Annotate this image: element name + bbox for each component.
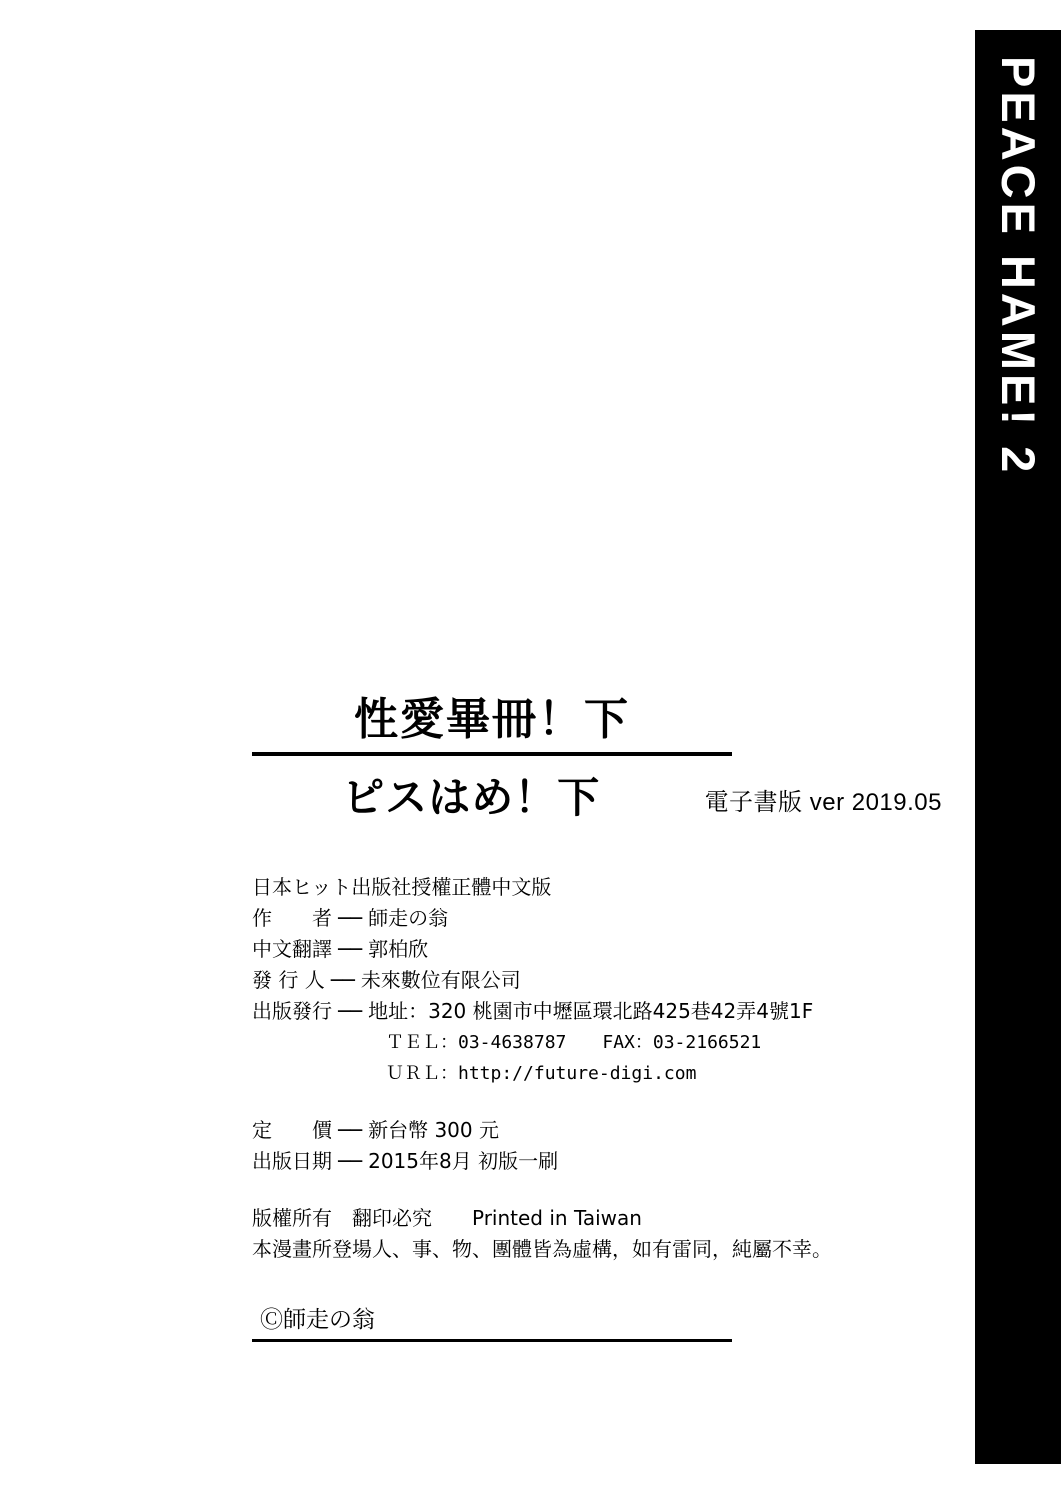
dash-date: ── [338, 1149, 363, 1173]
colophon-block [252, 690, 942, 1342]
credit-label-author: 作 者 [252, 906, 332, 930]
credit-value-publisher-person: 未來數位有限公司 [360, 968, 521, 992]
footer-divider [252, 1339, 732, 1342]
price-label: 定 價 [252, 1118, 332, 1142]
credit-label-translator: 中文翻譯 [252, 937, 332, 961]
title-divider [252, 752, 732, 756]
copyright-footer [252, 1305, 732, 1342]
pub-date-label: 出版日期 [252, 1149, 332, 1173]
credit-row-publisher-person [252, 965, 942, 996]
title-chinese: 性愛畢冊！下 [354, 694, 630, 745]
dash-0: ── [338, 906, 363, 930]
credit-value-translator: 郭柏欣 [368, 937, 429, 961]
rights-group [252, 1203, 942, 1265]
pub-date-row [252, 1146, 942, 1177]
spine-bar [975, 30, 1061, 1464]
copyright-sign: Ⓒ師走の翁 [260, 1307, 375, 1333]
price-row [252, 1115, 942, 1146]
contact-url: ＵＲＬ：http://future-digi.com [386, 1063, 697, 1084]
dash-2: ── [330, 968, 355, 992]
title-jp-row [252, 774, 942, 822]
credit-row-translator [252, 934, 942, 965]
credit-value-address: 地址：320 桃園市中壢區環北路425巷42弄4號1F [368, 999, 814, 1023]
credit-row-author [252, 903, 942, 934]
rights-statement: 版權所有 翻印必究 Printed in Taiwan [252, 1206, 642, 1230]
credit-value-author: 師走の翁 [368, 906, 449, 930]
title-japanese: ピスはめ！下 [342, 773, 601, 822]
dash-price: ── [338, 1118, 363, 1142]
price-value: 新台幣 300 元 [368, 1118, 499, 1142]
license-note: 日本ヒット出版社授權正體中文版 [252, 875, 552, 899]
credit-label-publisher-person: 發 行 人 [252, 968, 325, 992]
colophon-details [252, 872, 942, 1265]
spine-title: PEACE HAME! 2 [992, 56, 1045, 477]
credit-row-address [252, 996, 942, 1027]
dash-1: ── [338, 937, 363, 961]
credit-label-address: 出版發行 [252, 999, 332, 1023]
fiction-disclaimer: 本漫畫所登場人、事、物、團體皆為虛構，如有雷同，純屬不幸。 [252, 1237, 832, 1261]
dash-3: ── [338, 999, 363, 1023]
ebook-version-label: 電子書版 ver 2019.05 [704, 789, 942, 816]
contact-tel-fax: ＴＥＬ：03-4638787 FAX：03-2166521 [386, 1032, 762, 1053]
title-cn-row [252, 690, 942, 760]
pub-date-value: 2015年8月 初版一刷 [368, 1149, 559, 1173]
price-group [252, 1115, 942, 1177]
